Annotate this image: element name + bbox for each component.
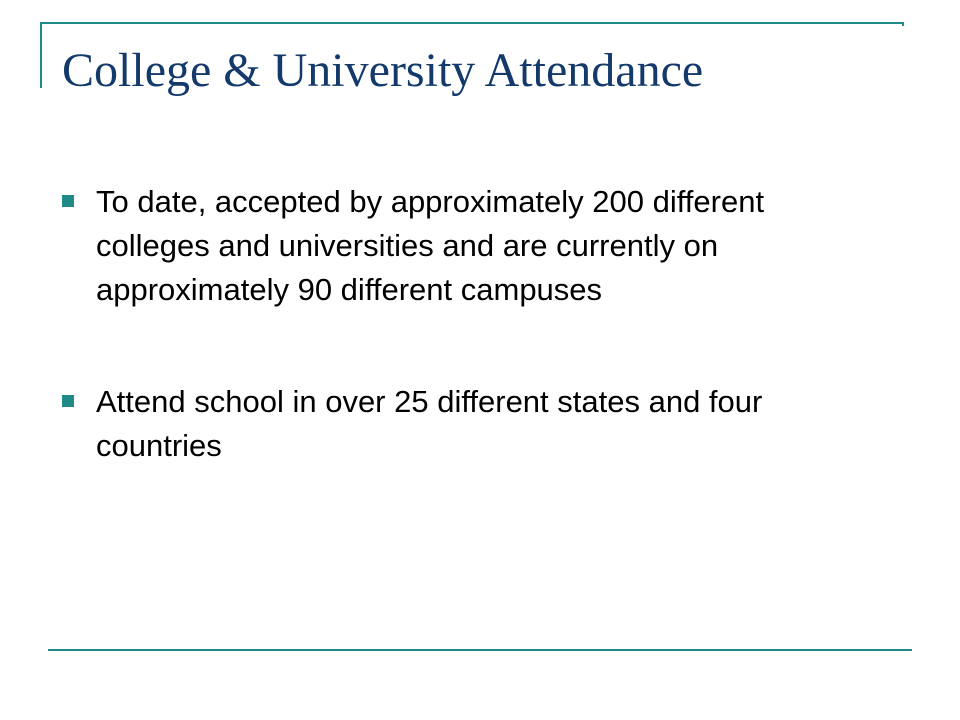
bullet-text: Attend school in over 25 different states and four countries (96, 384, 763, 463)
square-bullet-icon (62, 395, 74, 407)
frame-tick-right (902, 22, 904, 26)
bullet-text: To date, accepted by approximately 200 different colleges and universities and are currently on approximately 90 different campuses (96, 184, 765, 307)
slide-title: College & University Attendance (62, 44, 704, 97)
square-bullet-icon (62, 195, 74, 207)
bullet-item (62, 380, 882, 468)
frame-line-left (40, 22, 42, 88)
frame-line-top (40, 22, 904, 24)
frame-line-bottom (48, 649, 912, 651)
bullet-list (62, 180, 882, 468)
bullet-item (62, 180, 882, 312)
